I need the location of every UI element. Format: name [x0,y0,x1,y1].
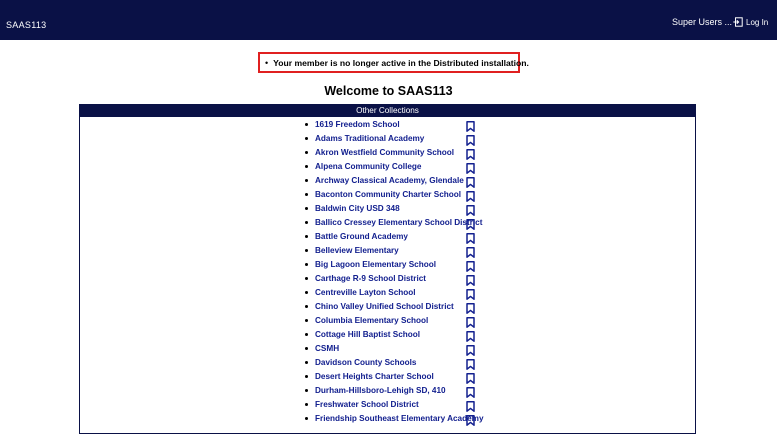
list-item [0,399,777,413]
list-bullet [305,319,308,322]
list-item [0,273,777,287]
bookmark-icon[interactable] [466,301,475,312]
bookmark-icon[interactable] [466,329,475,340]
list-item [0,217,777,231]
collection-link[interactable]: Belleview Elementary [315,246,399,255]
list-item [0,203,777,217]
list-bullet [305,403,308,406]
list-bullet [305,207,308,210]
collections-heading: Other Collections [79,104,696,117]
collection-link[interactable]: Chino Valley Unified School District [315,302,454,311]
bookmark-icon[interactable] [466,315,475,326]
list-bullet [305,305,308,308]
list-bullet [305,361,308,364]
list-item [0,301,777,315]
list-item [0,133,777,147]
list-bullet [305,277,308,280]
list-item [0,259,777,273]
login-label: Log In [746,17,769,27]
list-bullet [305,249,308,252]
collection-link[interactable]: Baconton Community Charter School [315,190,462,199]
bookmark-icon[interactable] [466,217,475,228]
bookmark-icon[interactable] [466,203,475,214]
list-item [0,245,777,259]
list-bullet [305,221,308,224]
collection-link[interactable]: Big Lagoon Elementary School [315,260,437,269]
list-bullet [305,263,308,266]
list-item [0,329,777,343]
collection-link[interactable]: Carthage R-9 School District [315,274,427,283]
list-bullet [305,291,308,294]
inactive-member-alert [258,52,529,73]
bookmark-icon[interactable] [466,287,475,298]
bookmark-icon[interactable] [466,273,475,284]
bookmark-icon[interactable] [466,385,475,396]
list-item [0,189,777,203]
list-item [0,315,777,329]
list-item [0,287,777,301]
bookmark-icon[interactable] [466,189,475,200]
alert-message: Your member is no longer active in the Distributed installation. [273,57,529,68]
list-bullet [305,179,308,182]
list-bullet [305,193,308,196]
bookmark-icon[interactable] [466,343,475,354]
collection-link[interactable]: Desert Heights Charter School [315,372,434,381]
list-item [0,343,777,357]
login-link[interactable] [733,17,768,27]
bookmark-icon[interactable] [466,357,475,368]
list-bullet [305,375,308,378]
bookmark-icon[interactable] [466,371,475,382]
bookmark-icon[interactable] [466,175,475,186]
collection-link[interactable]: Freshwater School District [315,400,419,409]
list-item [0,175,777,189]
collection-link[interactable]: Alpena Community College [315,162,422,171]
list-bullet [305,417,308,420]
list-bullet [305,333,308,336]
list-item [0,161,777,175]
bookmark-icon[interactable] [466,245,475,256]
bookmark-icon[interactable] [466,133,475,144]
bookmark-icon[interactable] [466,161,475,172]
alert-bullet: • [265,57,269,68]
collection-link[interactable]: Cottage Hill Baptist School [315,330,421,339]
bookmark-icon[interactable] [466,399,475,410]
collection-link[interactable]: Davidson County Schools [315,358,417,367]
brand-name[interactable]: SAAS113 [6,20,47,30]
list-item [0,385,777,399]
collection-link[interactable]: Adams Traditional Academy [315,134,425,143]
collection-link[interactable]: Battle Ground Academy [315,232,408,241]
list-item [0,371,777,385]
collection-link[interactable]: CSMH [315,344,340,353]
login-icon [733,17,743,27]
list-item [0,119,777,133]
bookmark-icon[interactable] [466,413,475,424]
list-item [0,147,777,161]
collection-link[interactable]: Baldwin City USD 348 [315,204,400,213]
collection-link[interactable]: Archway Classical Academy, Glendale [315,176,464,185]
collection-link[interactable]: Friendship Southeast Elementary Academy [315,414,484,423]
list-bullet [305,235,308,238]
bookmark-icon[interactable] [466,119,475,130]
collection-link[interactable]: Ballico Cressey Elementary School District [315,218,483,227]
list-item [0,357,777,371]
top-navbar [0,0,777,40]
list-bullet [305,137,308,140]
collection-link[interactable]: Centreville Layton School [315,288,416,297]
list-item [0,231,777,245]
user-menu[interactable]: Super Users ... [672,17,733,27]
collection-link[interactable]: Columbia Elementary School [315,316,429,325]
list-bullet [305,347,308,350]
list-bullet [305,151,308,154]
bookmark-icon[interactable] [466,259,475,270]
collection-link[interactable]: 1619 Freedom School [315,120,400,129]
collections-list [0,119,777,427]
list-bullet [305,123,308,126]
list-item [0,413,777,427]
collection-link[interactable]: Durham-Hillsboro-Lehigh SD, 410 [315,386,446,395]
page-title: Welcome to SAAS113 [324,84,453,98]
list-bullet [305,165,308,168]
list-bullet [305,389,308,392]
bookmark-icon[interactable] [466,147,475,158]
bookmark-icon[interactable] [466,231,475,242]
collection-link[interactable]: Akron Westfield Community School [315,148,455,157]
